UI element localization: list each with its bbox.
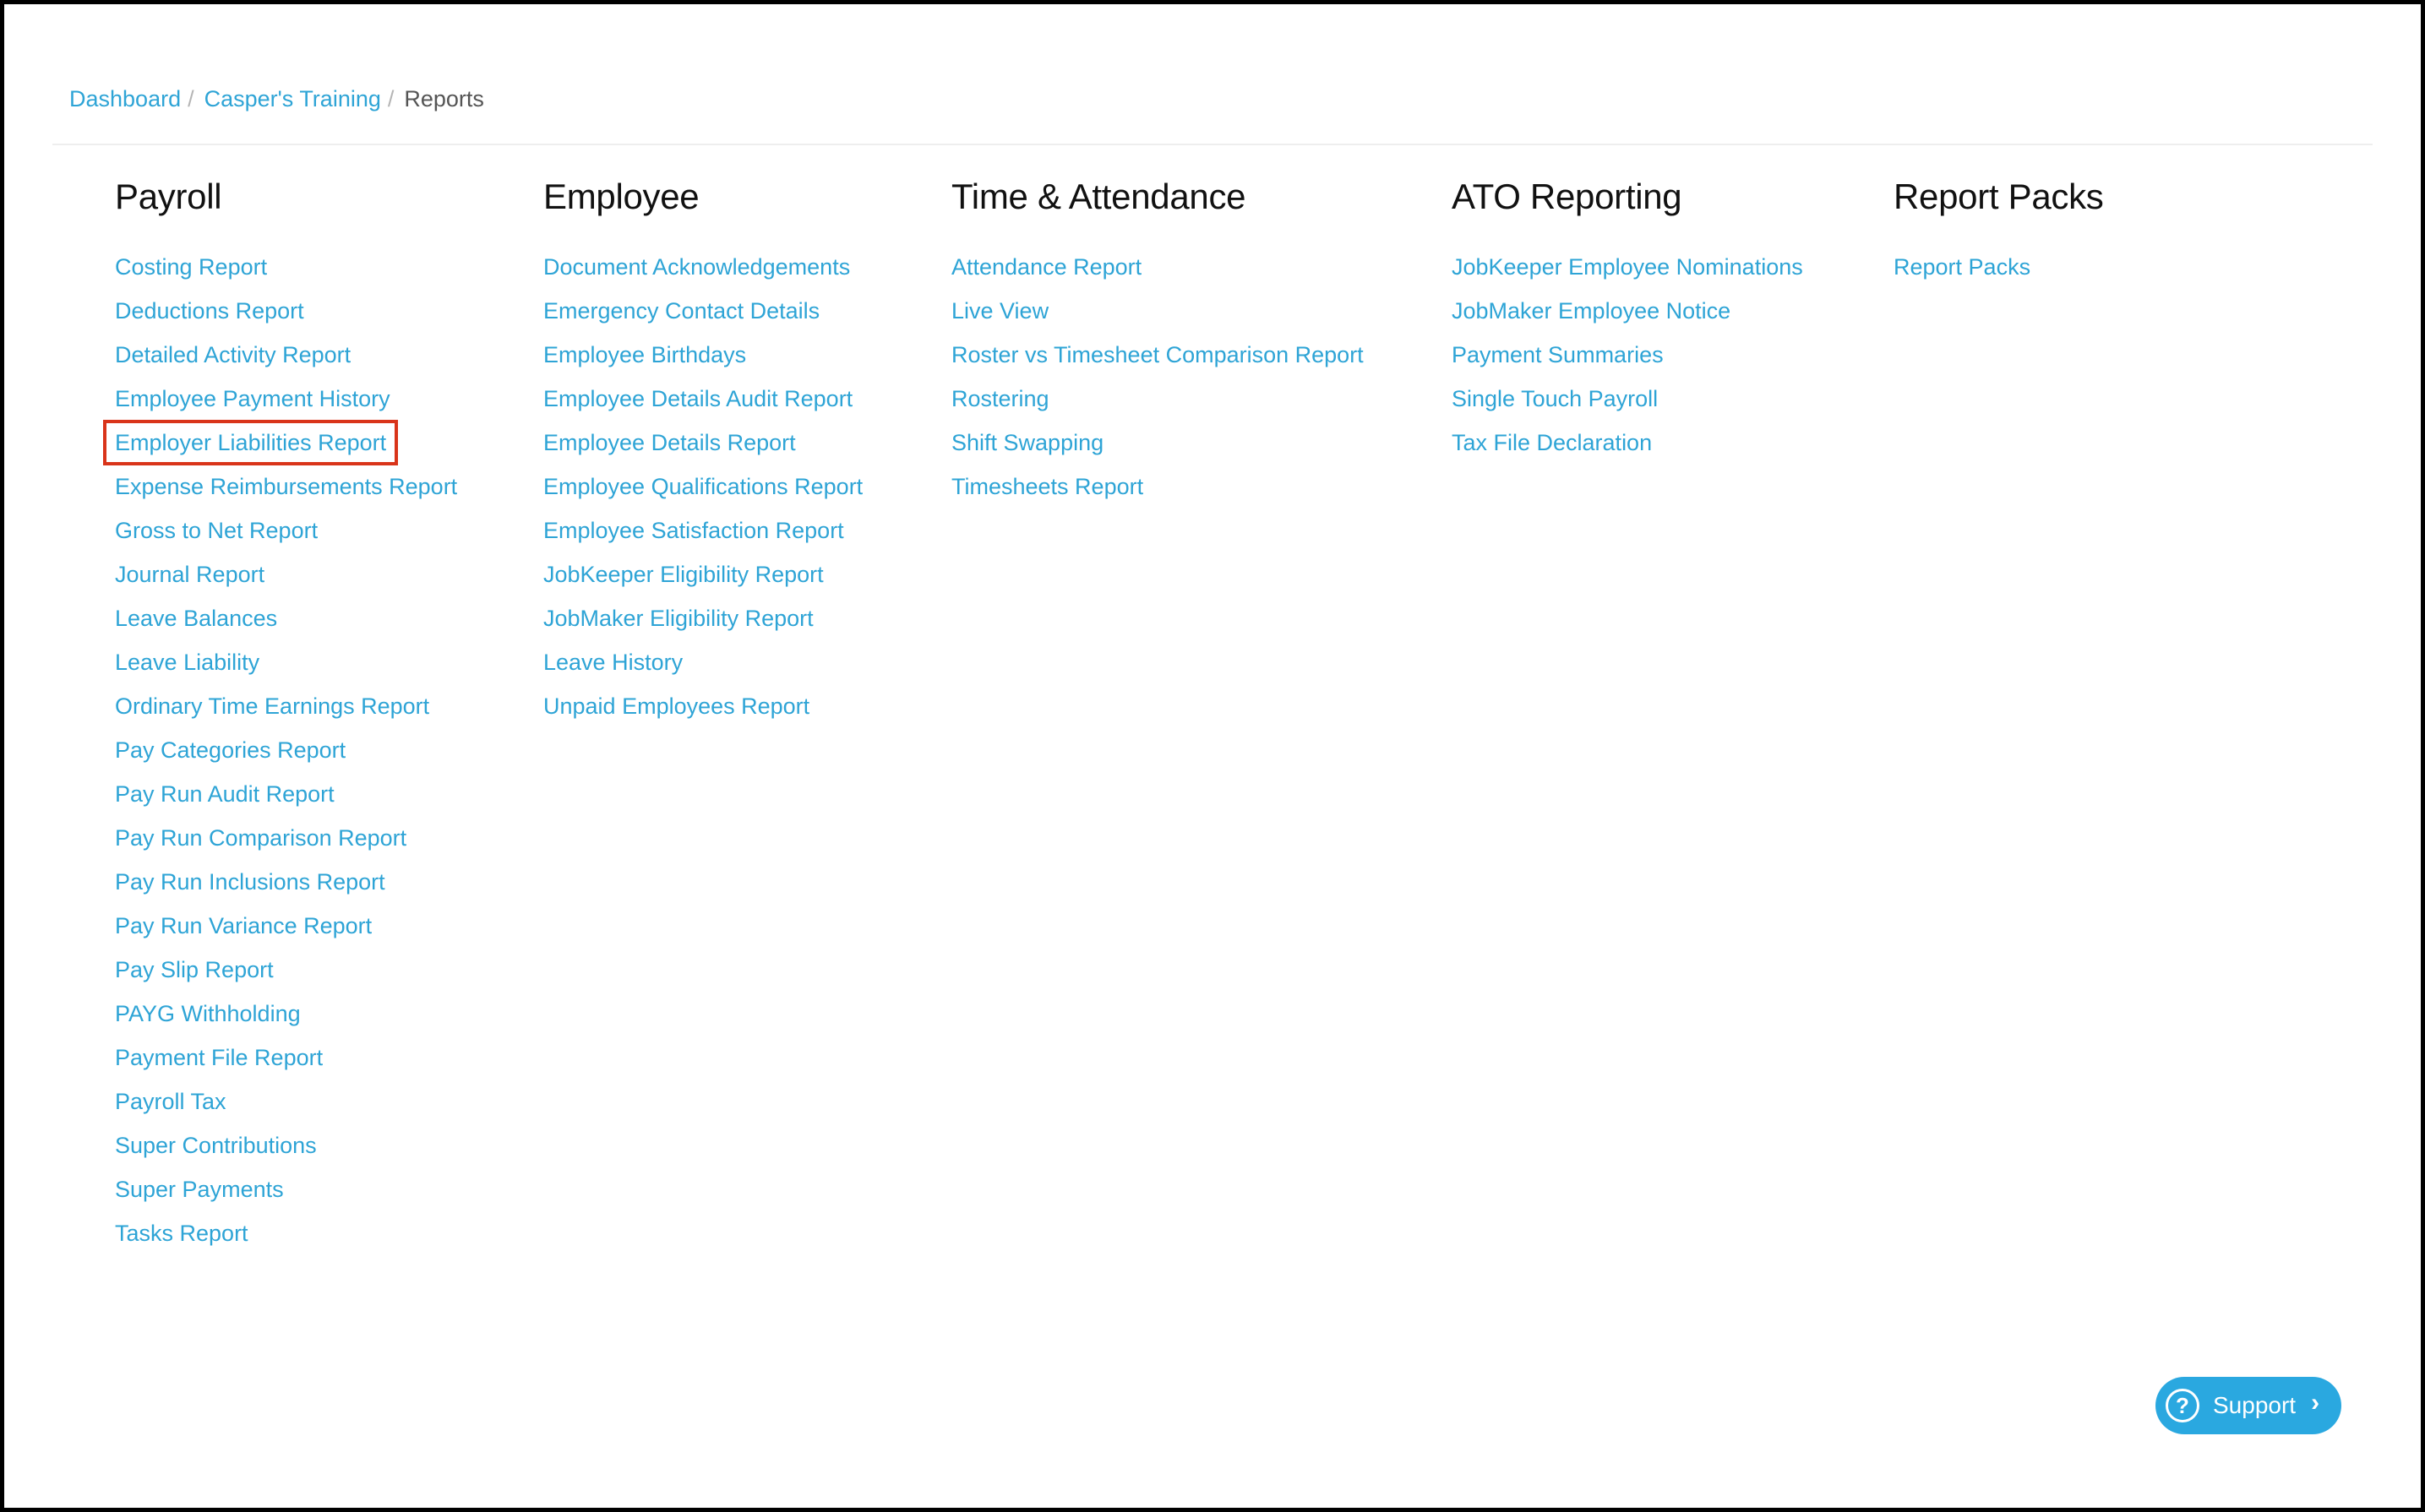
employee-column bbox=[543, 173, 863, 728]
page-frame bbox=[4, 4, 2421, 1508]
jobkeeper-employee-nominations-link[interactable]: JobKeeper Employee Nominations bbox=[1452, 254, 1803, 280]
employee-details-audit-report-link[interactable]: Employee Details Audit Report bbox=[543, 386, 853, 411]
report-packs-list bbox=[1894, 245, 2104, 289]
list-item bbox=[951, 421, 1364, 465]
ato-reporting-heading: ATO Reporting bbox=[1452, 177, 1682, 216]
list-item bbox=[1452, 333, 1803, 377]
list-item bbox=[543, 509, 863, 552]
leave-history-link[interactable]: Leave History bbox=[543, 650, 684, 675]
list-item bbox=[543, 421, 863, 465]
super-payments-link[interactable]: Super Payments bbox=[115, 1177, 284, 1202]
ordinary-time-earnings-report-link[interactable]: Ordinary Time Earnings Report bbox=[115, 693, 430, 719]
timesheets-report-link[interactable]: Timesheets Report bbox=[951, 474, 1144, 499]
list-item bbox=[115, 860, 457, 904]
live-view-link[interactable]: Live View bbox=[951, 298, 1049, 324]
pay-run-inclusions-report-link[interactable]: Pay Run Inclusions Report bbox=[115, 869, 385, 895]
breadcrumb-caspers-training-link[interactable]: Casper's Training bbox=[204, 85, 381, 111]
pay-slip-report-link[interactable]: Pay Slip Report bbox=[115, 957, 274, 982]
detailed-activity-report-link[interactable]: Detailed Activity Report bbox=[115, 342, 351, 367]
list-item bbox=[115, 509, 457, 552]
list-item bbox=[115, 1123, 457, 1167]
list-item bbox=[951, 465, 1364, 509]
emergency-contact-details-link[interactable]: Emergency Contact Details bbox=[543, 298, 820, 324]
list-item bbox=[543, 377, 863, 421]
ato-reporting-list bbox=[1452, 245, 1803, 465]
list-item bbox=[115, 948, 457, 992]
tax-file-declaration-link[interactable]: Tax File Declaration bbox=[1452, 430, 1653, 455]
list-item bbox=[115, 1036, 457, 1080]
list-item bbox=[115, 245, 457, 289]
list-item bbox=[543, 245, 863, 289]
tasks-report-link[interactable]: Tasks Report bbox=[115, 1221, 248, 1246]
list-item bbox=[115, 816, 457, 860]
breadcrumb-separator: / bbox=[387, 85, 395, 111]
breadcrumb-separator: / bbox=[188, 85, 194, 111]
list-item bbox=[115, 992, 457, 1036]
list-item bbox=[543, 640, 863, 684]
list-item bbox=[115, 1080, 457, 1123]
report-packs-column bbox=[1894, 173, 2104, 289]
list-item bbox=[1452, 245, 1803, 289]
roster-vs-timesheet-comparison-report-link[interactable]: Roster vs Timesheet Comparison Report bbox=[951, 342, 1364, 367]
single-touch-payroll-link[interactable]: Single Touch Payroll bbox=[1452, 386, 1659, 411]
list-item bbox=[115, 728, 457, 772]
support-label: Support bbox=[2213, 1392, 2297, 1418]
list-item bbox=[115, 684, 457, 728]
shift-swapping-link[interactable]: Shift Swapping bbox=[951, 430, 1104, 455]
list-item bbox=[115, 421, 457, 465]
jobmaker-employee-notice-link[interactable]: JobMaker Employee Notice bbox=[1452, 298, 1731, 324]
payroll-column bbox=[115, 173, 457, 1255]
expense-reimbursements-report-link[interactable]: Expense Reimbursements Report bbox=[115, 474, 458, 499]
list-item bbox=[115, 596, 457, 640]
list-item bbox=[543, 552, 863, 596]
breadcrumb-current-page: Reports bbox=[404, 85, 484, 111]
list-item bbox=[115, 904, 457, 948]
employee-qualifications-report-link[interactable]: Employee Qualifications Report bbox=[543, 474, 864, 499]
time-attendance-heading: Time & Attendance bbox=[951, 177, 1246, 216]
list-item bbox=[115, 1167, 457, 1211]
breadcrumb-dashboard-link[interactable]: Dashboard bbox=[69, 85, 182, 111]
breadcrumb bbox=[69, 82, 484, 116]
list-item bbox=[115, 289, 457, 333]
list-item bbox=[1452, 377, 1803, 421]
employee-heading: Employee bbox=[543, 177, 700, 216]
attendance-report-link[interactable]: Attendance Report bbox=[951, 254, 1142, 280]
deductions-report-link[interactable]: Deductions Report bbox=[115, 298, 304, 324]
list-item bbox=[1452, 421, 1803, 465]
payroll-report-list bbox=[115, 245, 457, 1255]
costing-report-link[interactable]: Costing Report bbox=[115, 254, 268, 280]
list-item bbox=[1452, 289, 1803, 333]
list-item bbox=[115, 377, 457, 421]
list-item bbox=[951, 333, 1364, 377]
list-item bbox=[951, 245, 1364, 289]
payroll-tax-link[interactable]: Payroll Tax bbox=[115, 1089, 226, 1114]
list-item bbox=[951, 377, 1364, 421]
list-item bbox=[543, 333, 863, 377]
list-item bbox=[543, 684, 863, 728]
report-packs-heading: Report Packs bbox=[1894, 177, 2104, 216]
chevron-right-icon: › bbox=[2311, 1389, 2320, 1417]
employee-details-report-link[interactable]: Employee Details Report bbox=[543, 430, 796, 455]
super-contributions-link[interactable]: Super Contributions bbox=[115, 1133, 317, 1158]
list-item bbox=[1894, 245, 2104, 289]
pay-run-comparison-report-link[interactable]: Pay Run Comparison Report bbox=[115, 825, 407, 851]
help-icon: ? bbox=[2166, 1389, 2199, 1422]
time-attendance-report-list bbox=[951, 245, 1364, 509]
payg-withholding-link[interactable]: PAYG Withholding bbox=[115, 1001, 301, 1026]
employer-liabilities-report-link[interactable]: Employer Liabilities Report bbox=[115, 421, 386, 465]
support-button[interactable] bbox=[2155, 1377, 2341, 1434]
employee-birthdays-link[interactable]: Employee Birthdays bbox=[543, 342, 747, 367]
pay-run-audit-report-link[interactable]: Pay Run Audit Report bbox=[115, 781, 335, 807]
payment-file-report-link[interactable]: Payment File Report bbox=[115, 1045, 324, 1070]
unpaid-employees-report-link[interactable]: Unpaid Employees Report bbox=[543, 693, 810, 719]
employee-payment-history-link[interactable]: Employee Payment History bbox=[115, 386, 390, 411]
payment-summaries-link[interactable]: Payment Summaries bbox=[1452, 342, 1664, 367]
leave-liability-link[interactable]: Leave Liability bbox=[115, 650, 260, 675]
jobkeeper-eligibility-report-link[interactable]: JobKeeper Eligibility Report bbox=[543, 562, 824, 587]
jobmaker-eligibility-report-link[interactable]: JobMaker Eligibility Report bbox=[543, 606, 814, 631]
list-item bbox=[115, 1211, 457, 1255]
list-item bbox=[543, 465, 863, 509]
pay-run-variance-report-link[interactable]: Pay Run Variance Report bbox=[115, 913, 373, 938]
list-item bbox=[115, 333, 457, 377]
report-packs-link[interactable]: Report Packs bbox=[1894, 254, 2031, 280]
time-attendance-column bbox=[951, 173, 1364, 509]
leave-balances-link[interactable]: Leave Balances bbox=[115, 606, 278, 631]
header-divider bbox=[52, 144, 2373, 145]
employee-report-list bbox=[543, 245, 863, 728]
rostering-link[interactable]: Rostering bbox=[951, 386, 1049, 411]
list-item bbox=[115, 772, 457, 816]
list-item bbox=[115, 640, 457, 684]
list-item bbox=[115, 552, 457, 596]
employee-satisfaction-report-link[interactable]: Employee Satisfaction Report bbox=[543, 518, 844, 543]
list-item bbox=[951, 289, 1364, 333]
document-acknowledgements-link[interactable]: Document Acknowledgements bbox=[543, 254, 851, 280]
list-item bbox=[543, 596, 863, 640]
list-item bbox=[115, 465, 457, 509]
pay-categories-report-link[interactable]: Pay Categories Report bbox=[115, 737, 346, 763]
journal-report-link[interactable]: Journal Report bbox=[115, 562, 265, 587]
list-item bbox=[543, 289, 863, 333]
payroll-heading: Payroll bbox=[115, 177, 222, 216]
gross-to-net-report-link[interactable]: Gross to Net Report bbox=[115, 518, 319, 543]
ato-reporting-column bbox=[1452, 173, 1803, 465]
